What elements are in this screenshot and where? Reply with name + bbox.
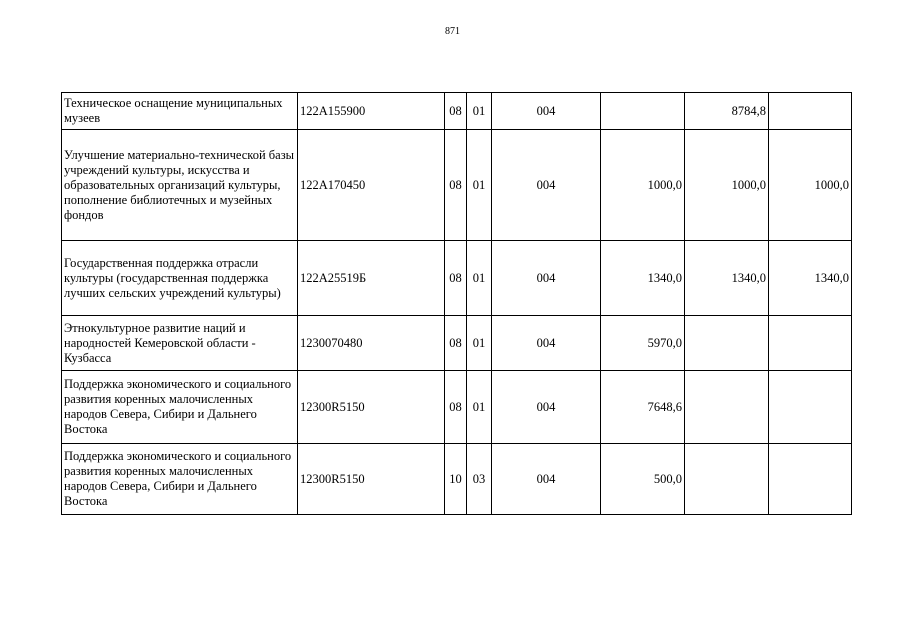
cell-code: 12300R5150	[298, 444, 445, 515]
cell-section: 08	[445, 241, 467, 316]
cell-code: 122A25519Б	[298, 241, 445, 316]
budget-table	[61, 92, 852, 515]
cell-value-1: 7648,6	[601, 371, 685, 444]
cell-value-2: 8784,8	[685, 93, 769, 130]
cell-type: 004	[492, 371, 601, 444]
table-body	[62, 93, 852, 515]
cell-code: 122A155900	[298, 93, 445, 130]
cell-subsection: 01	[467, 93, 492, 130]
cell-value-1: 1340,0	[601, 241, 685, 316]
cell-value-1: 5970,0	[601, 316, 685, 371]
table-row	[62, 444, 852, 515]
cell-type: 004	[492, 241, 601, 316]
cell-type: 004	[492, 444, 601, 515]
table-row	[62, 130, 852, 241]
table-row	[62, 93, 852, 130]
cell-section: 10	[445, 444, 467, 515]
cell-value-1: 500,0	[601, 444, 685, 515]
cell-value-3	[769, 371, 852, 444]
cell-type: 004	[492, 316, 601, 371]
cell-name: Государственная поддержка отрасли культуры (государственная поддержка лучших сельских учреждений культуры)	[62, 241, 298, 316]
cell-name: Поддержка экономического и социального развития коренных малочисленных народов Севера, Сибири и Дальнего Востока	[62, 444, 298, 515]
cell-subsection: 03	[467, 444, 492, 515]
cell-section: 08	[445, 93, 467, 130]
cell-value-3	[769, 444, 852, 515]
page-number: 871	[445, 26, 460, 37]
cell-code: 122A170450	[298, 130, 445, 241]
cell-code: 1230070480	[298, 316, 445, 371]
cell-section: 08	[445, 371, 467, 444]
cell-value-3	[769, 316, 852, 371]
cell-section: 08	[445, 130, 467, 241]
table-row	[62, 316, 852, 371]
cell-value-2: 1000,0	[685, 130, 769, 241]
cell-value-1	[601, 93, 685, 130]
cell-name: Поддержка экономического и социального развития коренных малочисленных народов Севера, Сибири и Дальнего Востока	[62, 371, 298, 444]
cell-value-1: 1000,0	[601, 130, 685, 241]
cell-subsection: 01	[467, 241, 492, 316]
cell-value-2	[685, 316, 769, 371]
cell-value-3: 1000,0	[769, 130, 852, 241]
cell-subsection: 01	[467, 316, 492, 371]
cell-subsection: 01	[467, 130, 492, 241]
cell-name: Улучшение материально-технической базы учреждений культуры, искусства и образовательных организаций культуры, пополнение библиотечных и музейных фондов	[62, 130, 298, 241]
cell-code: 12300R5150	[298, 371, 445, 444]
cell-name: Техническое оснащение муниципальных музеев	[62, 93, 298, 130]
cell-value-3	[769, 93, 852, 130]
cell-type: 004	[492, 130, 601, 241]
cell-name: Этнокультурное развитие наций и народностей Кемеровской области - Кузбасса	[62, 316, 298, 371]
table-row	[62, 241, 852, 316]
cell-value-2: 1340,0	[685, 241, 769, 316]
cell-type: 004	[492, 93, 601, 130]
cell-subsection: 01	[467, 371, 492, 444]
cell-section: 08	[445, 316, 467, 371]
table-row	[62, 371, 852, 444]
cell-value-3: 1340,0	[769, 241, 852, 316]
cell-value-2	[685, 444, 769, 515]
cell-value-2	[685, 371, 769, 444]
